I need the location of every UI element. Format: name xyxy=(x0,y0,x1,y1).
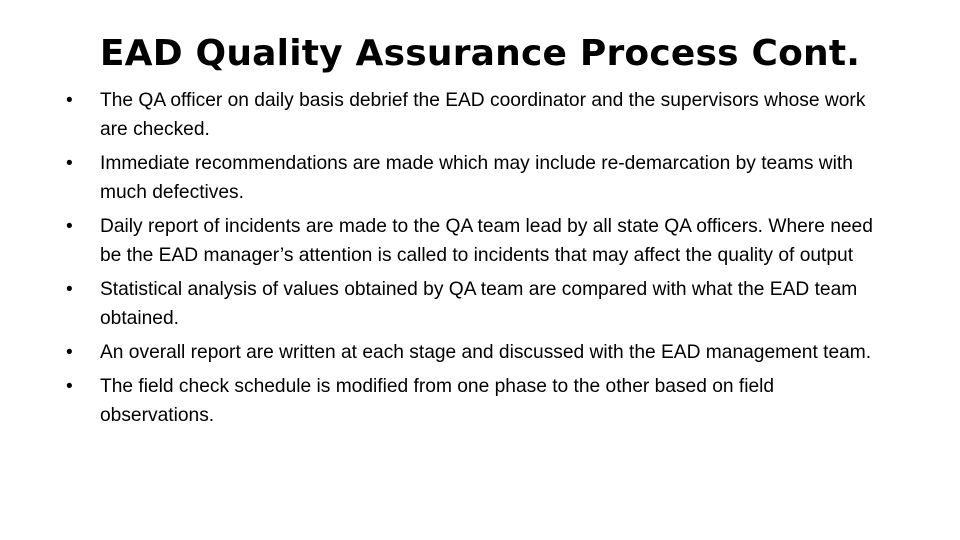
bullet-icon: • xyxy=(66,153,73,174)
bullet-item xyxy=(66,275,886,333)
bullet-item xyxy=(66,86,886,144)
bullet-item xyxy=(66,149,886,207)
bullet-item xyxy=(66,212,886,270)
slide-title: EAD Quality Assurance Process Cont. xyxy=(99,33,861,74)
bullet-item xyxy=(66,338,886,367)
bullet-text: Daily report of incidents are made to the QA team lead by all state QA officers. Where need be the EAD manager’s attention is called to incidents that may affect the quality of output xyxy=(100,216,873,266)
bullet-text: The field check schedule is modified from one phase to the other based on field observations. xyxy=(100,376,775,426)
bullet-text: An overall report are written at each stage and discussed with the EAD management team. xyxy=(100,342,872,363)
bullet-text: Immediate recommendations are made which may include re-demarcation by teams with much defectives. xyxy=(100,153,853,203)
bullet-icon: • xyxy=(66,90,73,111)
bullet-icon: • xyxy=(66,279,73,300)
bullet-icon: • xyxy=(66,216,73,237)
bullet-item xyxy=(66,372,886,430)
bullet-list xyxy=(66,86,886,435)
bullet-icon: • xyxy=(66,376,73,397)
bullet-text: The QA officer on daily basis debrief the EAD coordinator and the supervisors whose work are checked. xyxy=(100,90,866,140)
bullet-icon: • xyxy=(66,342,73,363)
bullet-text: Statistical analysis of values obtained by QA team are compared with what the EAD team obtained. xyxy=(100,279,858,329)
